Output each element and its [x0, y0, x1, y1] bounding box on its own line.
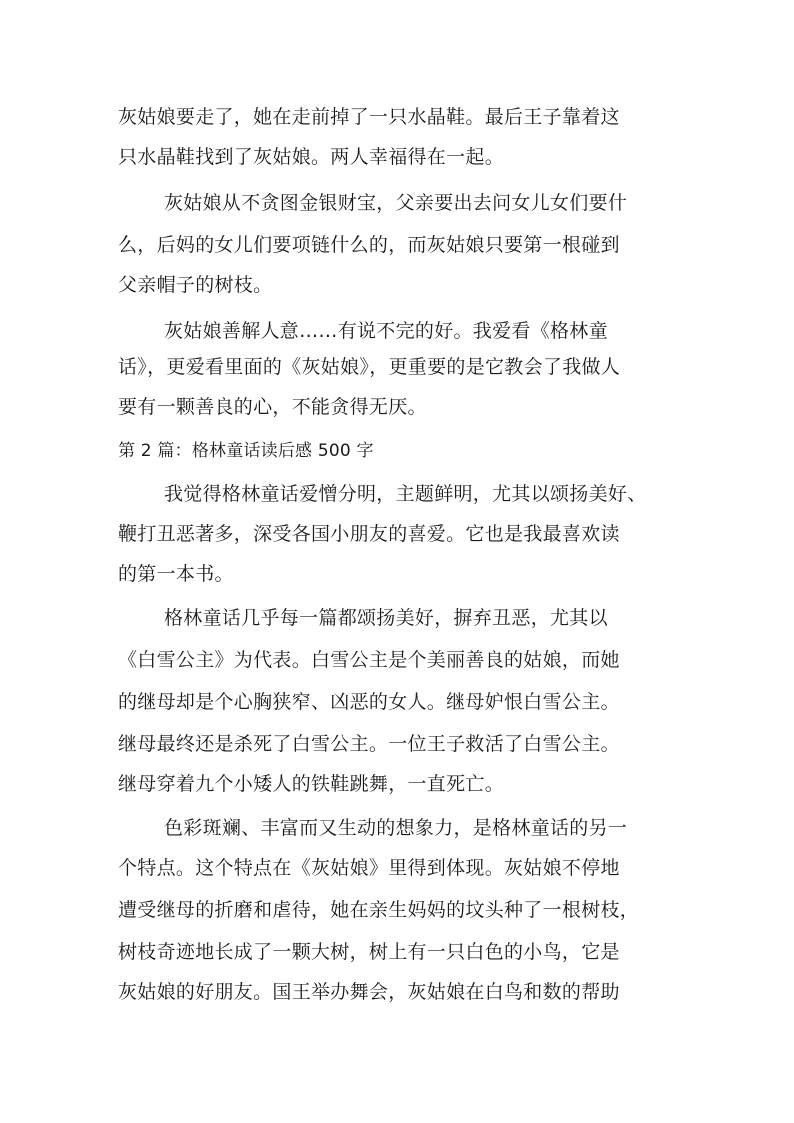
- text-line: 么，后妈的女儿们要项链什么的，而灰姑娘只要第一根碰到: [118, 234, 620, 256]
- paragraph-start-line: 灰姑娘善解人意……有说不完的好。我爱看《格林童: [164, 320, 608, 342]
- text-line: 父亲帽子的树枝。: [118, 274, 273, 296]
- text-line: 个特点。这个特点在《灰姑娘》里得到体现。灰姑娘不停地: [118, 857, 620, 879]
- text-line: 要有一颗善良的心，不能贪得无厌。: [118, 396, 427, 418]
- text-line: 鞭打丑恶著多，深受各国小朋友的喜爱。它也是我最喜欢读: [118, 523, 620, 545]
- paragraph-start-line: 格林童话几乎每一篇都颂扬美好，摒弃丑恶，尤其以: [164, 607, 608, 629]
- text-line: 的继母却是个心胸狭窄、凶恶的女人。继母妒恨白雪公主。: [118, 691, 620, 713]
- text-line: 继母穿着九个小矮人的铁鞋跳舞，一直死亡。: [118, 773, 505, 795]
- section-heading: 第 2 篇：格林童话读后感 500 字: [118, 441, 374, 461]
- paragraph-start-line: 灰姑娘从不贪图金银财宝，父亲要出去问女儿女们要什: [164, 192, 628, 214]
- text-line: 树枝奇迹地长成了一颗大树，树上有一只白色的小鸟，它是: [118, 941, 620, 963]
- text-line: 遭受继母的折磨和虐待，她在亲生妈妈的坟头种了一根树枝，: [118, 899, 640, 921]
- text-line: 话》，更爱看里面的《灰姑娘》，更重要的是它教会了我做人: [118, 356, 621, 378]
- paragraph-start-line: 色彩斑斓、丰富而又生动的想象力，是格林童话的另一: [164, 817, 628, 839]
- text-line: 只水晶鞋找到了灰姑娘。两人幸福得在一起。: [118, 146, 505, 168]
- text-line: 灰姑娘要走了，她在走前掉了一只水晶鞋。最后王子靠着这: [118, 106, 620, 128]
- text-line: 《白雪公主》为代表。白雪公主是个美丽善良的姑娘，而她: [118, 649, 620, 671]
- text-line: 的第一本书。: [118, 563, 234, 585]
- text-line: 继母最终还是杀死了白雪公主。一位王子救活了白雪公主。: [118, 733, 620, 755]
- paragraph-start-line: 我觉得格林童话爱憎分明，主题鲜明，尤其以颂扬美好、: [164, 483, 647, 505]
- text-line: 灰姑娘的好朋友。国王举办舞会，灰姑娘在白鸟和数的帮助: [118, 981, 620, 1003]
